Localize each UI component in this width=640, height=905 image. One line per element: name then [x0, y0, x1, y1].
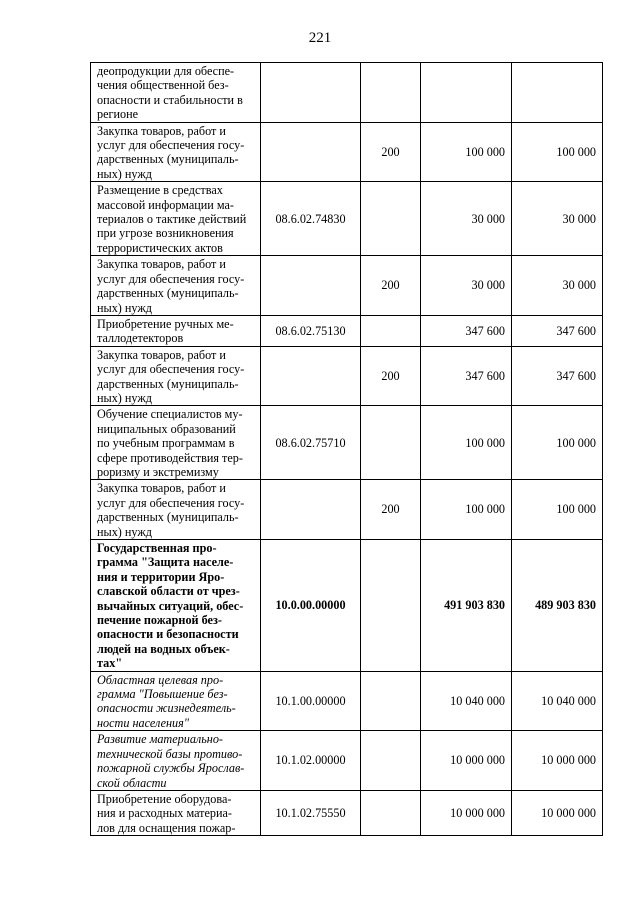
amount-year-1: 100 000 [421, 122, 512, 182]
amount-year-2: 347 600 [512, 346, 603, 406]
expense-type-code: 200 [361, 480, 421, 540]
expense-type-code [361, 315, 421, 346]
table-row [91, 731, 603, 791]
item-name-line: ниципальных образований [97, 421, 236, 436]
item-name-line: печение пожарной без- [97, 613, 222, 628]
table-row [91, 122, 603, 182]
item-name-cell [91, 256, 261, 316]
item-name-line: тах" [97, 656, 123, 671]
amount-year-1 [421, 63, 512, 123]
item-name-line: Обучение специалистов му- [97, 407, 243, 422]
item-name-line: массовой информации ма- [97, 197, 234, 212]
item-name-cell [91, 122, 261, 182]
amount-year-1: 30 000 [421, 256, 512, 316]
amount-year-2: 10 040 000 [512, 671, 603, 731]
item-name-cell [91, 540, 261, 672]
target-article-code: 10.1.02.00000 [261, 731, 361, 791]
item-name-cell [91, 671, 261, 731]
item-name-line: славской области от чрез- [97, 584, 240, 599]
target-article-code [261, 63, 361, 123]
item-name-line: роризму и экстремизму [97, 464, 219, 479]
item-name-line: Закупка товаров, работ и [97, 481, 226, 496]
item-name-line: дарственных (муниципаль- [97, 510, 239, 525]
target-article-code [261, 480, 361, 540]
amount-year-2: 10 000 000 [512, 790, 603, 835]
item-name-line: ных) нужд [97, 300, 152, 315]
page-number: 221 [308, 30, 332, 46]
target-article-code: 10.1.00.00000 [261, 671, 361, 731]
item-name-line: Закупка товаров, работ и [97, 257, 226, 272]
amount-year-1: 347 600 [421, 346, 512, 406]
item-name-line: услуг для обеспечения госу- [97, 495, 245, 510]
item-name-line: ных) нужд [97, 390, 152, 405]
item-name-line: услуг для обеспечения госу- [97, 362, 245, 377]
item-name-line: при угрозе возникновения [97, 226, 234, 241]
item-name-line: услуг для обеспечения госу- [97, 138, 245, 153]
target-article-code: 08.6.02.74830 [261, 182, 361, 256]
table-row [91, 182, 603, 256]
amount-year-1: 100 000 [421, 480, 512, 540]
amount-year-2: 10 000 000 [512, 731, 603, 791]
item-name-line: технической базы противо- [97, 746, 243, 761]
target-article-code [261, 346, 361, 406]
expense-type-code: 200 [361, 346, 421, 406]
item-name-line: деопродукции для обеспе- [97, 64, 235, 78]
item-name-cell [91, 315, 261, 346]
item-name-cell [91, 480, 261, 540]
amount-year-1: 100 000 [421, 406, 512, 480]
item-name-line: вычайных ситуаций, обес- [97, 598, 244, 613]
amount-year-2: 30 000 [512, 182, 603, 256]
item-name-line: таллодетекторов [97, 331, 184, 346]
item-name-line: лов для оснащения пожар- [97, 820, 236, 835]
amount-year-2: 100 000 [512, 122, 603, 182]
item-name-line: ской области [97, 775, 167, 790]
item-name-line: Закупка товаров, работ и [97, 347, 226, 362]
item-name-line: регионе [97, 107, 139, 122]
expense-type-code [361, 671, 421, 731]
target-article-code: 08.6.02.75130 [261, 315, 361, 346]
target-article-code: 10.1.02.75550 [261, 790, 361, 835]
item-name-line: террористических актов [97, 240, 223, 255]
item-name-cell [91, 406, 261, 480]
table-row [91, 540, 603, 672]
item-name-cell [91, 182, 261, 256]
item-name-line: пожарной службы Ярослав- [97, 761, 245, 776]
expense-type-code [361, 540, 421, 672]
expense-type-code [361, 731, 421, 791]
target-article-code: 10.0.00.00000 [261, 540, 361, 672]
item-name-line: Приобретение оборудова- [97, 791, 232, 806]
amount-year-1: 10 000 000 [421, 731, 512, 791]
item-name-line: дарственных (муниципаль- [97, 286, 239, 301]
amount-year-2 [512, 63, 603, 123]
item-name-line: ных) нужд [97, 166, 152, 181]
amount-year-1: 491 903 830 [421, 540, 512, 672]
amount-year-2: 100 000 [512, 406, 603, 480]
item-name-cell [91, 346, 261, 406]
amount-year-1: 347 600 [421, 315, 512, 346]
expense-type-code: 200 [361, 122, 421, 182]
budget-table-body [91, 63, 603, 836]
item-name-cell [91, 790, 261, 835]
expense-type-code [361, 182, 421, 256]
table-row [91, 315, 603, 346]
amount-year-1: 10 000 000 [421, 790, 512, 835]
amount-year-2: 100 000 [512, 480, 603, 540]
table-row [91, 63, 603, 123]
item-name-line: чения общественной без- [97, 78, 229, 93]
item-name-line: людей на водных объек- [97, 641, 230, 656]
amount-year-1: 10 040 000 [421, 671, 512, 731]
item-name-line: опасности и безопасности [97, 627, 239, 642]
item-name-line: по учебным программам в [97, 436, 235, 451]
table-row [91, 256, 603, 316]
item-name-line: териалов о тактике действий [97, 212, 247, 227]
item-name-cell [91, 63, 261, 123]
item-name-line: Приобретение ручных ме- [97, 316, 234, 331]
table-row [91, 406, 603, 480]
item-name-line: дарственных (муниципаль- [97, 152, 239, 167]
item-name-line: услуг для обеспечения госу- [97, 271, 245, 286]
item-name-line: ния и расходных материа- [97, 806, 232, 821]
item-name-line: сфере противодействия тер- [97, 450, 243, 465]
item-name-line: ности населения" [97, 715, 189, 730]
item-name-cell [91, 731, 261, 791]
expense-type-code [361, 406, 421, 480]
item-name-line: опасности жизнедеятель- [97, 701, 236, 716]
item-name-line: Государственная про- [97, 541, 217, 555]
item-name-line: Развитие материально- [97, 732, 223, 747]
item-name-line: дарственных (муниципаль- [97, 376, 239, 391]
item-name-line: грамма "Повышение без- [97, 687, 228, 702]
expense-type-code: 200 [361, 256, 421, 316]
target-article-code [261, 122, 361, 182]
expense-type-code [361, 790, 421, 835]
table-row [91, 346, 603, 406]
target-article-code [261, 256, 361, 316]
table-row [91, 790, 603, 835]
item-name-line: ных) нужд [97, 524, 152, 539]
item-name-line: опасности и стабильности в [97, 92, 243, 107]
amount-year-2: 347 600 [512, 315, 603, 346]
amount-year-2: 30 000 [512, 256, 603, 316]
amount-year-1: 30 000 [421, 182, 512, 256]
target-article-code: 08.6.02.75710 [261, 406, 361, 480]
table-row [91, 480, 603, 540]
expense-type-code [361, 63, 421, 123]
budget-table [90, 62, 603, 836]
item-name-line: Закупка товаров, работ и [97, 123, 226, 138]
item-name-line: ния и территории Яро- [97, 569, 225, 584]
item-name-line: грамма "Защита населе- [97, 555, 234, 570]
item-name-line: Областная целевая про- [97, 672, 224, 687]
table-row [91, 671, 603, 731]
item-name-line: Размещение в средствах [97, 183, 223, 198]
amount-year-2: 489 903 830 [512, 540, 603, 672]
